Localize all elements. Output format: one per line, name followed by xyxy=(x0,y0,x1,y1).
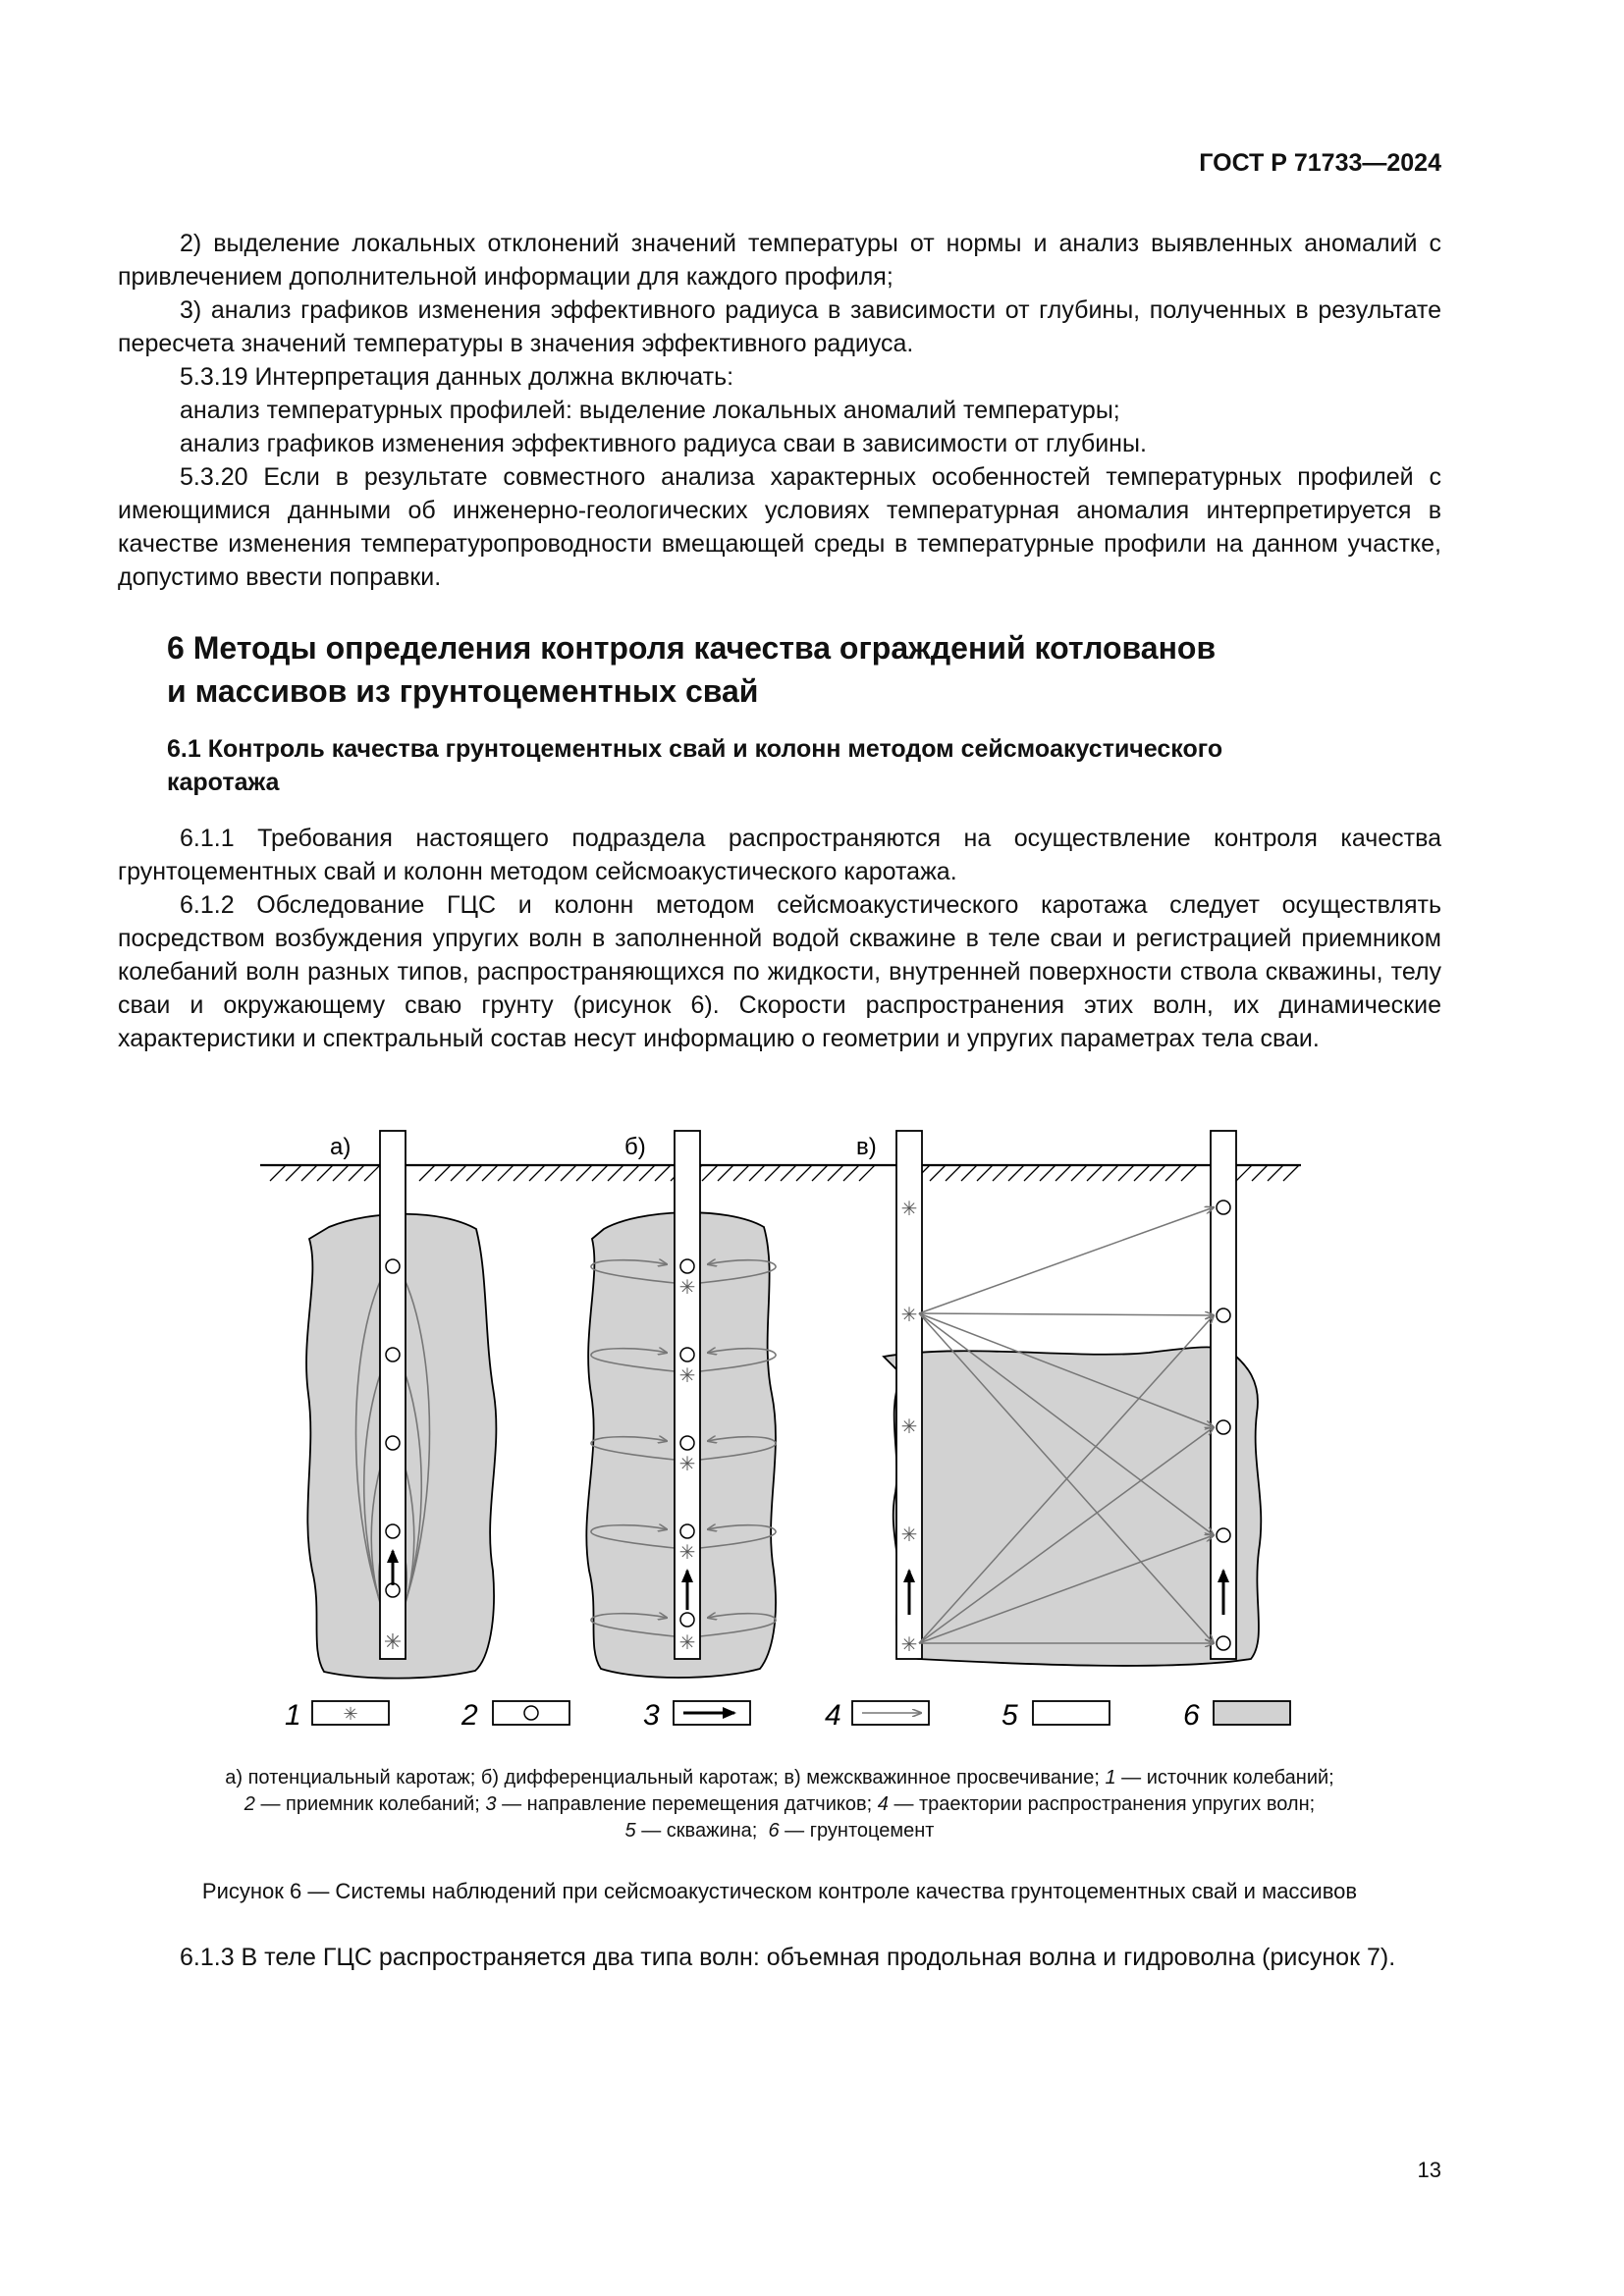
figure-6-diagram xyxy=(0,1109,1624,1747)
svg-text:✳: ✳ xyxy=(678,1454,696,1475)
caption-num-6: 6 xyxy=(768,1820,780,1842)
caption-num-5: 5 xyxy=(624,1820,636,1842)
legend-num-2: 2 xyxy=(461,1699,478,1732)
paragraph-5-3-19: 5.3.19 Интерпретация данных должна включать: xyxy=(180,363,734,391)
svg-text:✳: ✳ xyxy=(900,1416,918,1438)
caption-line-3 xyxy=(118,1818,1441,1844)
page-number: 13 xyxy=(1417,2158,1441,2182)
panel-label-a: а) xyxy=(330,1134,352,1160)
paragraph-6-1-2: 6.1.2 Обследование ГЦС и колонн методом сейсмоакустического каротажа следует осуществлять посредством возбуждения упругих волн в заполненной водой скважине в теле сваи и регистрацией приемником колебаний волн разных типов, распространяющихся по жидкости, внутренней поверхности ствола скважины, телу сваи и окружающему сваю грунту (рисунок 6). Скорости распространения этих волн, их динамические характеристики и спектральный состав несут информацию о геометрии и упругих параметрах тела сваи. xyxy=(118,891,1441,1052)
caption-num-3: 3 xyxy=(485,1793,497,1815)
caption-num-1: 1 xyxy=(1105,1767,1116,1789)
grout-body-v xyxy=(884,1347,1261,1666)
paragraph-list-2: анализ графиков изменения эффективного радиуса сваи в зависимости от глубины. xyxy=(180,430,1147,457)
section-title-line-1: 6 Методы определения контроля качества ограждений котлованов xyxy=(167,630,1217,666)
subsection-title-line-1: 6.1 Контроль качества грунтоцементных свай и колонн методом сейсмоакустического xyxy=(167,735,1223,763)
caption-line-2 xyxy=(118,1791,1441,1818)
panel-label-v: в) xyxy=(856,1134,877,1160)
paragraph-6-1-3: 6.1.3 В теле ГЦС распространяется два типа волн: объемная продольная волна и гидроволна (рисунок 7). xyxy=(180,1944,1396,1971)
legend-num-3: 3 xyxy=(643,1699,660,1732)
legend-grout-swatch xyxy=(1214,1701,1290,1725)
subsection-title xyxy=(167,732,1394,799)
caption-text-5: — скважина; xyxy=(641,1820,758,1842)
figure-title: Рисунок 6 — Системы наблюдений при сейсмоакустическом контроле качества грунтоцементных свай и массивов xyxy=(201,1879,1358,1903)
legend-num-6: 6 xyxy=(1183,1699,1200,1732)
panel-label-b: б) xyxy=(624,1134,646,1160)
legend-receiver-icon xyxy=(524,1706,538,1720)
svg-text:✳: ✳ xyxy=(678,1542,696,1564)
legend-num-1: 1 xyxy=(285,1699,301,1732)
legend-source-icon: ✳ xyxy=(343,1704,358,1724)
legend-num-5: 5 xyxy=(1001,1699,1018,1732)
caption-text-3: — направление перемещения датчиков; xyxy=(502,1793,873,1815)
section-title xyxy=(167,626,1394,713)
paragraph-6-1-1: 6.1.1 Требования настоящего подраздела распространяются на осуществление контроля качества грунтоцементных свай и колонн методом сейсмоакустического каротажа. xyxy=(118,825,1441,885)
caption-num-4: 4 xyxy=(877,1793,889,1815)
paragraph-item-3: 3) анализ графиков изменения эффективного радиуса в зависимости от глубины, полученных в результате пересчета значений температуры в значения эффективного радиуса. xyxy=(118,296,1441,357)
paragraph-item-2: 2) выделение локальных отклонений значений температуры от нормы и анализ выявленных аномалий с привлечением дополнительной информации для каждого профиля; xyxy=(118,230,1441,291)
svg-text:✳: ✳ xyxy=(678,1365,696,1387)
subsection-title-line-2: каротажа xyxy=(167,769,280,796)
caption-text-4: — траектории распространения упругих волн; xyxy=(893,1793,1316,1815)
document-code: ГОСТ Р 71733—2024 xyxy=(1199,149,1441,177)
svg-text:✳: ✳ xyxy=(900,1199,918,1220)
caption-num-2: 2 xyxy=(244,1793,255,1815)
paragraph-list-1: анализ температурных профилей: выделение локальных аномалий температуры; xyxy=(180,397,1120,424)
figure-caption xyxy=(118,1765,1441,1844)
section-title-line-2: и массивов из грунтоцементных свай xyxy=(167,673,759,709)
caption-text-1: — источник колебаний; xyxy=(1121,1767,1334,1789)
caption-text-2: — приемник колебаний; xyxy=(260,1793,480,1815)
caption-panels: а) потенциальный каротаж; б) дифференциальный каротаж; в) межскважинное просвечивание; xyxy=(225,1767,1100,1789)
ground-hatching xyxy=(270,1165,1299,1181)
svg-text:✳: ✳ xyxy=(678,1632,696,1654)
svg-text:✳: ✳ xyxy=(900,1634,918,1656)
svg-text:✳: ✳ xyxy=(900,1305,918,1326)
caption-text-6: — грунтоцемент xyxy=(785,1820,935,1842)
legend-borehole-swatch xyxy=(1033,1701,1110,1725)
paragraph-5-3-20: 5.3.20 Если в результате совместного анализа характерных особенностей температурных профилей с имеющимися данными об инженерно-геологических условиях температурная аномалия интерпретируется в качестве изменения температуропроводности вмещающей среды в температурные профили на данном участке, допустимо ввести поправки. xyxy=(118,463,1441,591)
legend-num-4: 4 xyxy=(825,1699,841,1732)
source-a: ✳ xyxy=(383,1629,403,1654)
caption-line-1 xyxy=(118,1765,1441,1791)
svg-text:✳: ✳ xyxy=(900,1524,918,1546)
svg-text:✳: ✳ xyxy=(678,1277,696,1299)
